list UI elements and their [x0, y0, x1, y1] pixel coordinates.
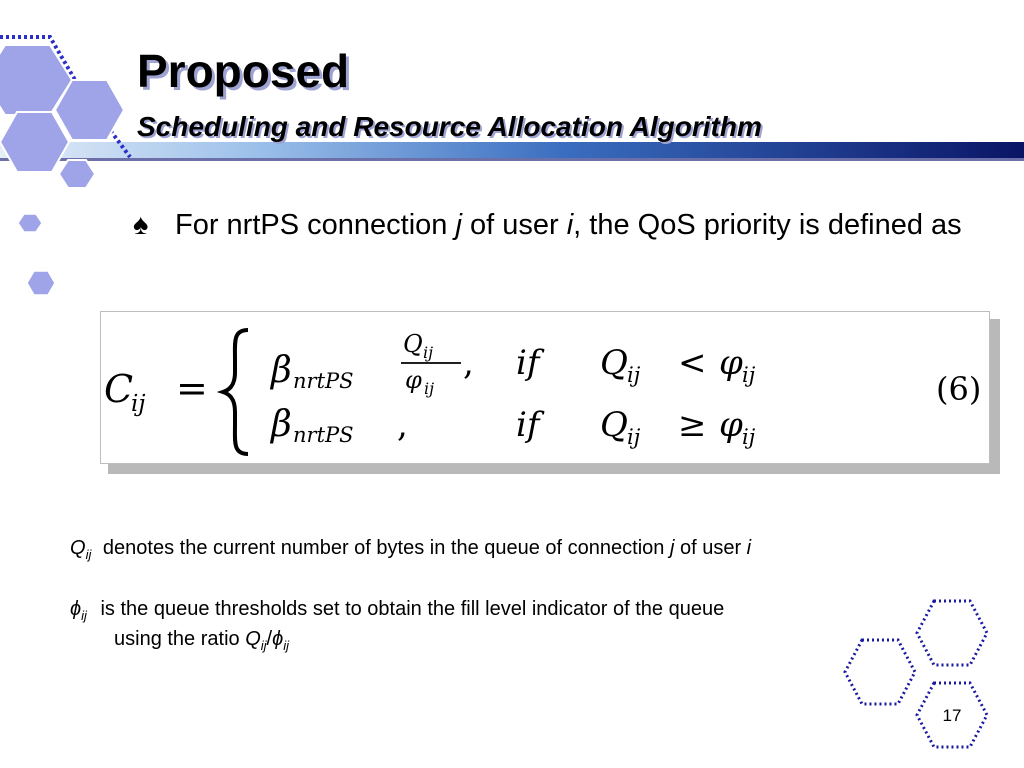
eq-row1-beta: β: [271, 350, 292, 391]
eq-row2-phi: φ: [719, 405, 743, 445]
eq-frac-numerator: Q: [403, 330, 423, 358]
def-phi-symbol: ϕ: [70, 598, 82, 620]
eq-row2-q: Q: [600, 405, 628, 445]
dotted-hexagon: [917, 601, 987, 665]
small-hexagon: [18, 214, 42, 232]
eq-row1-phi: φ: [719, 343, 743, 383]
dotted-hexagon: [845, 640, 915, 704]
small-hexagon: [27, 271, 55, 295]
eq-equals: =: [176, 366, 208, 410]
slide-subtitle: Scheduling and Resource Allocation Algorithm: [137, 111, 762, 142]
eq-row2-comma: ,: [397, 405, 408, 445]
eq-number: (6): [936, 370, 982, 408]
def-ratio-prefix: using the ratio: [114, 628, 246, 650]
bullet-text: For nrtPS connection j of user i, the QoS priority is defined as: [175, 209, 962, 241]
def-q-subscript: ij: [85, 547, 92, 562]
eq-row1-comma: ,: [463, 343, 474, 383]
definition-q: $Q_{ij}$ denotes the current number of bytes in the queue of connection j of user i: [70, 537, 752, 562]
eq-row1-beta-subscript: nrtPS: [293, 369, 354, 393]
eq-row2-phi-subscript: ij: [742, 425, 756, 449]
eq-row1-phi-subscript: ij: [742, 363, 756, 387]
eq-lhs-symbol: C: [104, 367, 134, 411]
bullet-item: [133, 207, 963, 243]
eq-frac-denominator: φ: [405, 366, 422, 394]
eq-row2-operator: ≥: [678, 405, 707, 445]
slide-title: Proposed: [137, 45, 350, 97]
eq-row2-q-subscript: ij: [627, 425, 641, 449]
equation: [101, 312, 991, 465]
eq-row1-if: if: [516, 343, 540, 383]
eq-row2-if: if: [516, 405, 540, 445]
spade-bullet-icon: ♠: [133, 209, 149, 241]
eq-row2-beta-subscript: nrtPS: [293, 423, 354, 447]
def-phi-subscript: ij: [81, 608, 87, 623]
def-q-symbol: Q: [70, 537, 86, 559]
eq-row1-q-subscript: ij: [627, 363, 641, 387]
eq-brace: [223, 330, 248, 454]
eq-frac-denominator-subscript: ij: [424, 379, 435, 398]
def-q-text: denotes the current number of bytes in the queue of connection: [102, 537, 670, 559]
definition-phi: [70, 597, 724, 628]
page-number: 17: [942, 706, 962, 725]
equation-box: [100, 311, 990, 464]
eq-lhs-subscript: ij: [131, 391, 146, 417]
eq-row1-operator: <: [678, 343, 707, 383]
eq-row2-beta: β: [271, 404, 292, 445]
header-band: [0, 142, 1024, 158]
eq-frac-numerator-subscript: ij: [423, 343, 434, 362]
definition-ratio: using the ratio $Q_{ij}/\phi_{ij}$: [114, 628, 290, 653]
hexagon-decoration: [59, 160, 95, 188]
eq-row1-q: Q: [600, 343, 628, 383]
hexagon-decoration: [0, 112, 69, 172]
def-phi-text: is the queue thresholds set to obtain the fill level indicator of the queue: [100, 598, 725, 620]
header-band-shadow: [0, 158, 1024, 161]
